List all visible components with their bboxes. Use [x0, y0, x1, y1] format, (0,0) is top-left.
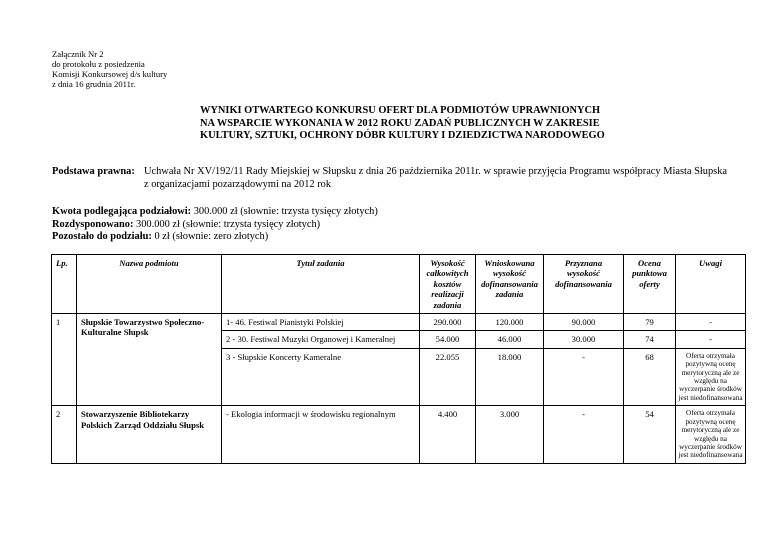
row-notes: -: [676, 314, 746, 331]
row-task: 1- 46. Festiwal Pianistyki Polskiej: [222, 314, 420, 331]
amount-remaining-label: Pozostało do podziału:: [52, 231, 152, 242]
annex-line: z dnia 16 grudnia 2011r.: [52, 79, 136, 89]
amount-allocated-label: Kwota podlegająca podziałowi:: [52, 206, 192, 217]
document-title: [200, 105, 650, 143]
annex-line: Załącznik Nr 2: [52, 49, 104, 59]
legal-basis-text: Uchwała Nr XV/192/11 Rady Miejskiej w Słupsku z dnia 26 października 2011r. w sprawie przyjęcia Programu współpracy Miasta Słupska z organizacjami pozarządowymi na 2012 rok: [144, 166, 727, 190]
row-entity: Słupskie Towarzystwo Społeczno-Kulturalne Słupsk: [77, 314, 222, 406]
row-task: 3 - Słupskie Koncerty Kameralne: [222, 348, 420, 405]
row-score: 79: [624, 314, 676, 331]
row-score: 74: [624, 331, 676, 348]
row-granted: 90.000: [544, 314, 624, 331]
header-score: Ocena punktowa oferty: [624, 255, 676, 314]
annex-header: [52, 49, 167, 89]
row-requested: 120.000: [476, 314, 544, 331]
amount-remaining: [52, 231, 378, 244]
title-line: NA WSPARCIE WYKONANIA W 2012 ROKU ZADAŃ PUBLICZNYCH W ZAKRESIE: [200, 117, 600, 129]
row-task: 2 - 30. Festiwal Muzyki Organowej i Kameralnej: [222, 331, 420, 348]
amount-disposed-value: 300.000 zł (słownie: trzysta tysięcy złotych): [136, 218, 321, 230]
legal-basis-label: Podstawa prawna:: [52, 166, 135, 177]
row-granted: 30.000: [544, 331, 624, 348]
amount-allocated: [52, 206, 378, 219]
header-task: Tytuł zadania: [222, 255, 420, 314]
amount-allocated-value: 300.000 zł (słownie: trzysta tysięcy złotych): [193, 206, 378, 217]
row-score: 68: [624, 348, 676, 405]
header-total-cost: Wysokość całkowitych kosztów realizacji zadania: [420, 255, 476, 314]
row-notes: Oferta otrzymała pozytywną ocenę merytoryczną ale ze względu na wyczerpanie środków jest niedofinansowana: [676, 348, 746, 405]
row-notes: -: [676, 331, 746, 348]
row-total-cost: 22.055: [420, 348, 476, 405]
row-requested: 18.000: [476, 348, 544, 405]
header-entity: Nazwa podmiotu: [77, 255, 222, 314]
row-lp: 2: [52, 406, 77, 463]
row-granted: -: [544, 348, 624, 405]
header-lp: Lp.: [52, 255, 77, 314]
amount-disposed-label: Rozdysponowano:: [52, 218, 134, 230]
header-granted: Przyznana wysokość dofinansowania: [544, 255, 624, 314]
row-total-cost: 290.000: [420, 314, 476, 331]
row-notes: Oferta otrzymała pozytywną ocenę merytoryczną ale ze względu na wyczerpanie środków jest niedofinansowana: [676, 406, 746, 463]
row-lp: 1: [52, 314, 77, 406]
row-granted: -: [544, 406, 624, 463]
row-requested: 46.000: [476, 331, 544, 348]
table-row: [52, 314, 746, 331]
row-entity: Stowarzyszenie Bibliotekarzy Polskich Zarząd Oddziału Słupsk: [77, 406, 222, 463]
table-row: [52, 406, 746, 463]
header-notes: Uwagi: [676, 255, 746, 314]
row-score: 54: [624, 406, 676, 463]
legal-basis: [52, 165, 752, 191]
title-line: WYNIKI OTWARTEGO KONKURSU OFERT DLA PODMIOTÓW UPRAWNIONYCH: [200, 105, 601, 116]
row-requested: 3.000: [476, 406, 544, 463]
amount-disposed: [52, 219, 378, 232]
header-requested: Wnioskowana wysokość dofinansowania zadania: [476, 255, 544, 314]
row-task: - Ekologia informacji w środowisku regionalnym: [222, 406, 420, 463]
table-header-row: [52, 255, 746, 314]
title-line: KULTURY, SZTUKI, OCHRONY DÓBR KULTURY I DZIEDZICTWA NARODOWEGO: [200, 130, 605, 141]
amounts-summary: [52, 206, 378, 244]
row-total-cost: 54.000: [420, 331, 476, 348]
amount-remaining-value: 0 zł (słownie: zero złotych): [154, 231, 269, 242]
row-total-cost: 4.400: [420, 406, 476, 463]
results-table: [51, 254, 746, 464]
annex-line: do protokołu z posiedzenia: [52, 59, 145, 69]
annex-line: Komisji Konkursowej d/s kultury: [52, 69, 168, 79]
